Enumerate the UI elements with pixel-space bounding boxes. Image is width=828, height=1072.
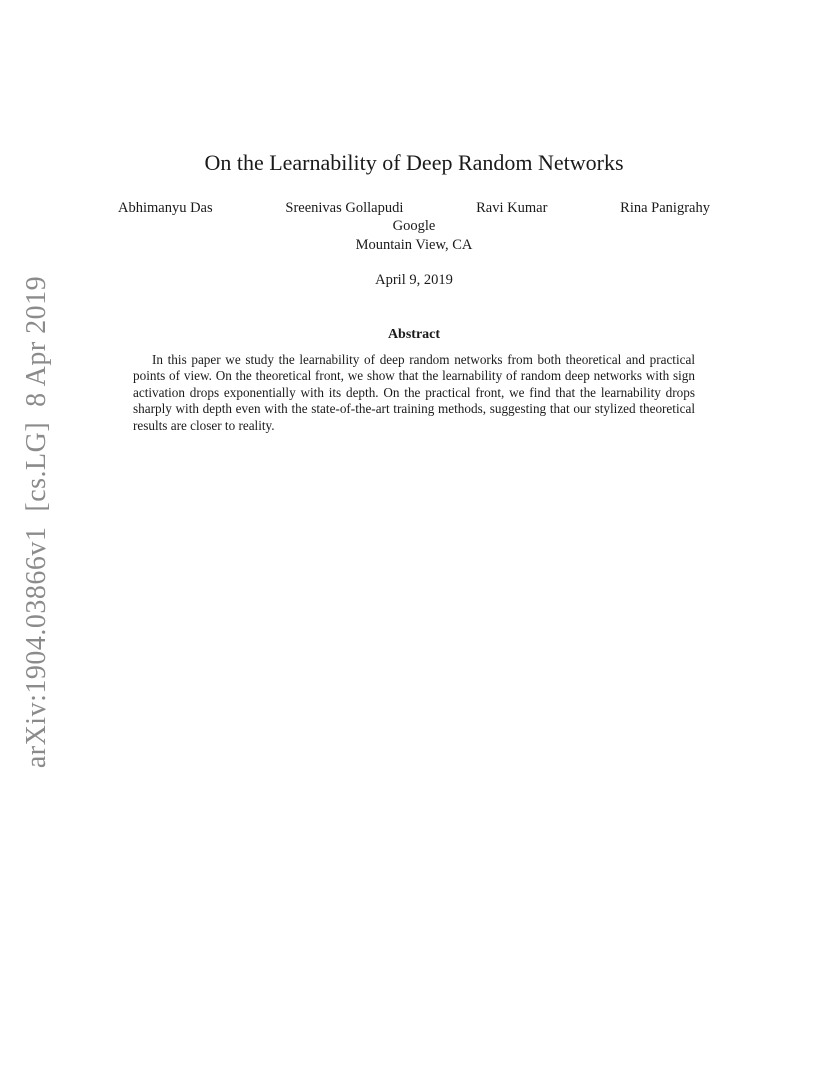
authors-row — [118, 200, 710, 217]
paper-title: On the Learnability of Deep Random Networks — [204, 150, 624, 175]
author-name: Ravi Kumar — [476, 200, 548, 216]
affiliation-location: Mountain View, CA — [355, 237, 473, 253]
paper-date: April 9, 2019 — [375, 272, 453, 288]
affiliation-org: Google — [392, 218, 436, 234]
arxiv-watermark: arXiv:1904.03866v1 [cs.LG] 8 Apr 2019 — [21, 275, 52, 769]
abstract-heading: Abstract — [387, 327, 441, 342]
author-name: Abhimanyu Das — [118, 200, 213, 216]
abstract-text: In this paper we study the learnability of deep random networks from both theoretical and practical points of view. On the theoretical front, we show that the learnability of random deep networks with sign activation drops exponentially with its depth. On the practical front, we find that the learnability drops sharply with depth even with the state-of-the-art training methods, suggesting that our stylized theoretical results are closer to reality. — [133, 352, 695, 433]
author-name: Rina Panigrahy — [620, 200, 710, 216]
author-name: Sreenivas Gollapudi — [285, 200, 404, 216]
